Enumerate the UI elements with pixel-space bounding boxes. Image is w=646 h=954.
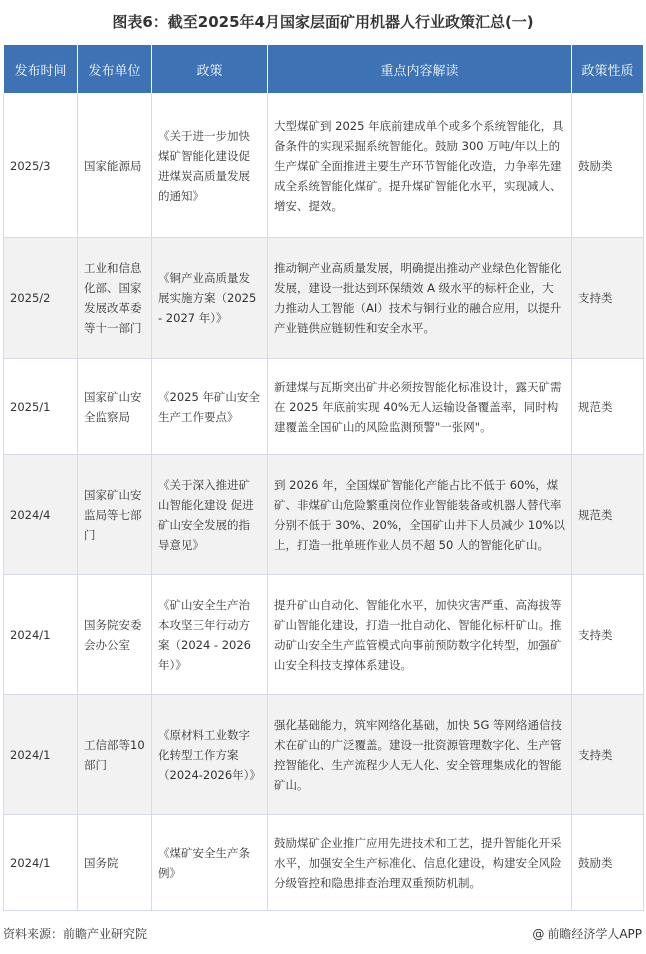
header-unit: 发布单位 [78,45,152,94]
cell-date: 2025/1 [4,359,78,455]
cell-policy: 《煤矿安全生产条例》 [152,815,268,911]
header-content: 重点内容解读 [268,45,572,94]
cell-policy: 《铜产业高质量发展实施方案（2025 - 2027 年）》 [152,238,268,359]
cell-type: 规范类 [572,455,644,575]
cell-date: 2024/1 [4,695,78,815]
cell-policy: 《矿山安全生产治本攻坚三年行动方案（2024 - 2026 年）》 [152,575,268,695]
cell-date: 2025/2 [4,238,78,359]
cell-type: 支持类 [572,238,644,359]
table-row [4,575,644,695]
table-row [4,695,644,815]
table-row [4,238,644,359]
cell-content: 强化基础能力，筑牢网络化基础，加快 5G 等网络通信技术在矿山的广泛覆盖。建设一批资源管理数字化、生产管控智能化、生产流程少人无人化、安全管理集成化的智能矿山。 [268,695,572,815]
cell-type: 支持类 [572,695,644,815]
header-date: 发布时间 [4,45,78,94]
cell-unit: 国务院 [78,815,152,911]
table-row [4,815,644,911]
cell-content: 提升矿山自动化、智能化水平，加快灾害严重、高海拔等矿山智能化建设，打造一批自动化、智能化标杆矿山。推动矿山安全生产监管模式向事前预防数字化转型，加强矿山安全科技支撑体系建设。 [268,575,572,695]
policy-table [3,44,644,911]
cell-content: 大型煤矿到 2025 年底前建成单个或多个系统智能化，具备条件的实现采掘系统智能化。鼓励 300 万吨/年以上的生产煤矿全面推进主要生产环节智能化改造，力争率先建成全系统智能化煤矿。提升煤矿智能化水平，实现减人、增安、提效。 [268,94,572,238]
table-row [4,94,644,238]
cell-unit: 工信部等10部门 [78,695,152,815]
table-header-row [4,45,644,94]
header-type: 政策性质 [572,45,644,94]
brand-credit [532,924,642,944]
cell-policy: 《2025 年矿山安全生产工作要点》 [152,359,268,455]
cell-date: 2024/4 [4,455,78,575]
cell-type: 鼓励类 [572,94,644,238]
source-note: 资料来源：前瞻产业研究院 [3,927,148,941]
cell-type: 规范类 [572,359,644,455]
at-icon: @ [532,927,545,941]
cell-unit: 国家矿山安全监察局 [78,359,152,455]
header-policy: 政策 [152,45,268,94]
cell-policy: 《关于深入推进矿山智能化建设 促进矿山安全发展的指导意见》 [152,455,268,575]
cell-unit: 工业和信息化部、国家发展改革委等十一部门 [78,238,152,359]
cell-content: 推动铜产业高质量发展，明确提出推动产业绿色化智能化发展，建设一批达到环保绩效 A 级水平的标杆企业，大力推动人工智能（AI）技术与铜行业的融合应用，以提升产业链供应链韧性和安全水平。 [268,238,572,359]
table-row [4,455,644,575]
cell-content: 到 2026 年，全国煤矿智能化产能占比不低于 60%，煤矿、非煤矿山危险繁重岗位作业智能装备或机器人替代率分别不低于 30%、20%，全国矿山井下人员减少 10%以上，打造一批单班作业人员不超 50 人的智能化矿山。 [268,455,572,575]
cell-unit: 国家能源局 [78,94,152,238]
cell-policy: 《关于进一步加快煤矿智能化建设促进煤炭高质量发展的通知》 [152,94,268,238]
cell-policy: 《原材料工业数字化转型工作方案（2024-2026年）》 [152,695,268,815]
brand-name: 前瞻经济学人APP [547,927,642,941]
cell-date: 2024/1 [4,575,78,695]
cell-unit: 国家矿山安监局等七部门 [78,455,152,575]
cell-content: 新建煤与瓦斯突出矿井必须按智能化标准设计，露天矿需在 2025 年底前实现 40%无人运输设备覆盖率，同时构建覆盖全国矿山的风险监测预警"一张网"。 [268,359,572,455]
cell-unit: 国务院安委会办公室 [78,575,152,695]
cell-date: 2025/3 [4,94,78,238]
table-row [4,359,644,455]
cell-type: 鼓励类 [572,815,644,911]
cell-type: 支持类 [572,575,644,695]
cell-date: 2024/1 [4,815,78,911]
chart-title: 图表6：截至2025年4月国家层面矿用机器人行业政策汇总(一) [112,12,534,31]
cell-content: 鼓励煤矿企业推广应用先进技术和工艺，提升智能化开采水平，加强安全生产标准化、信息化建设，构建安全风险分级管控和隐患排查治理双重预防机制。 [268,815,572,911]
